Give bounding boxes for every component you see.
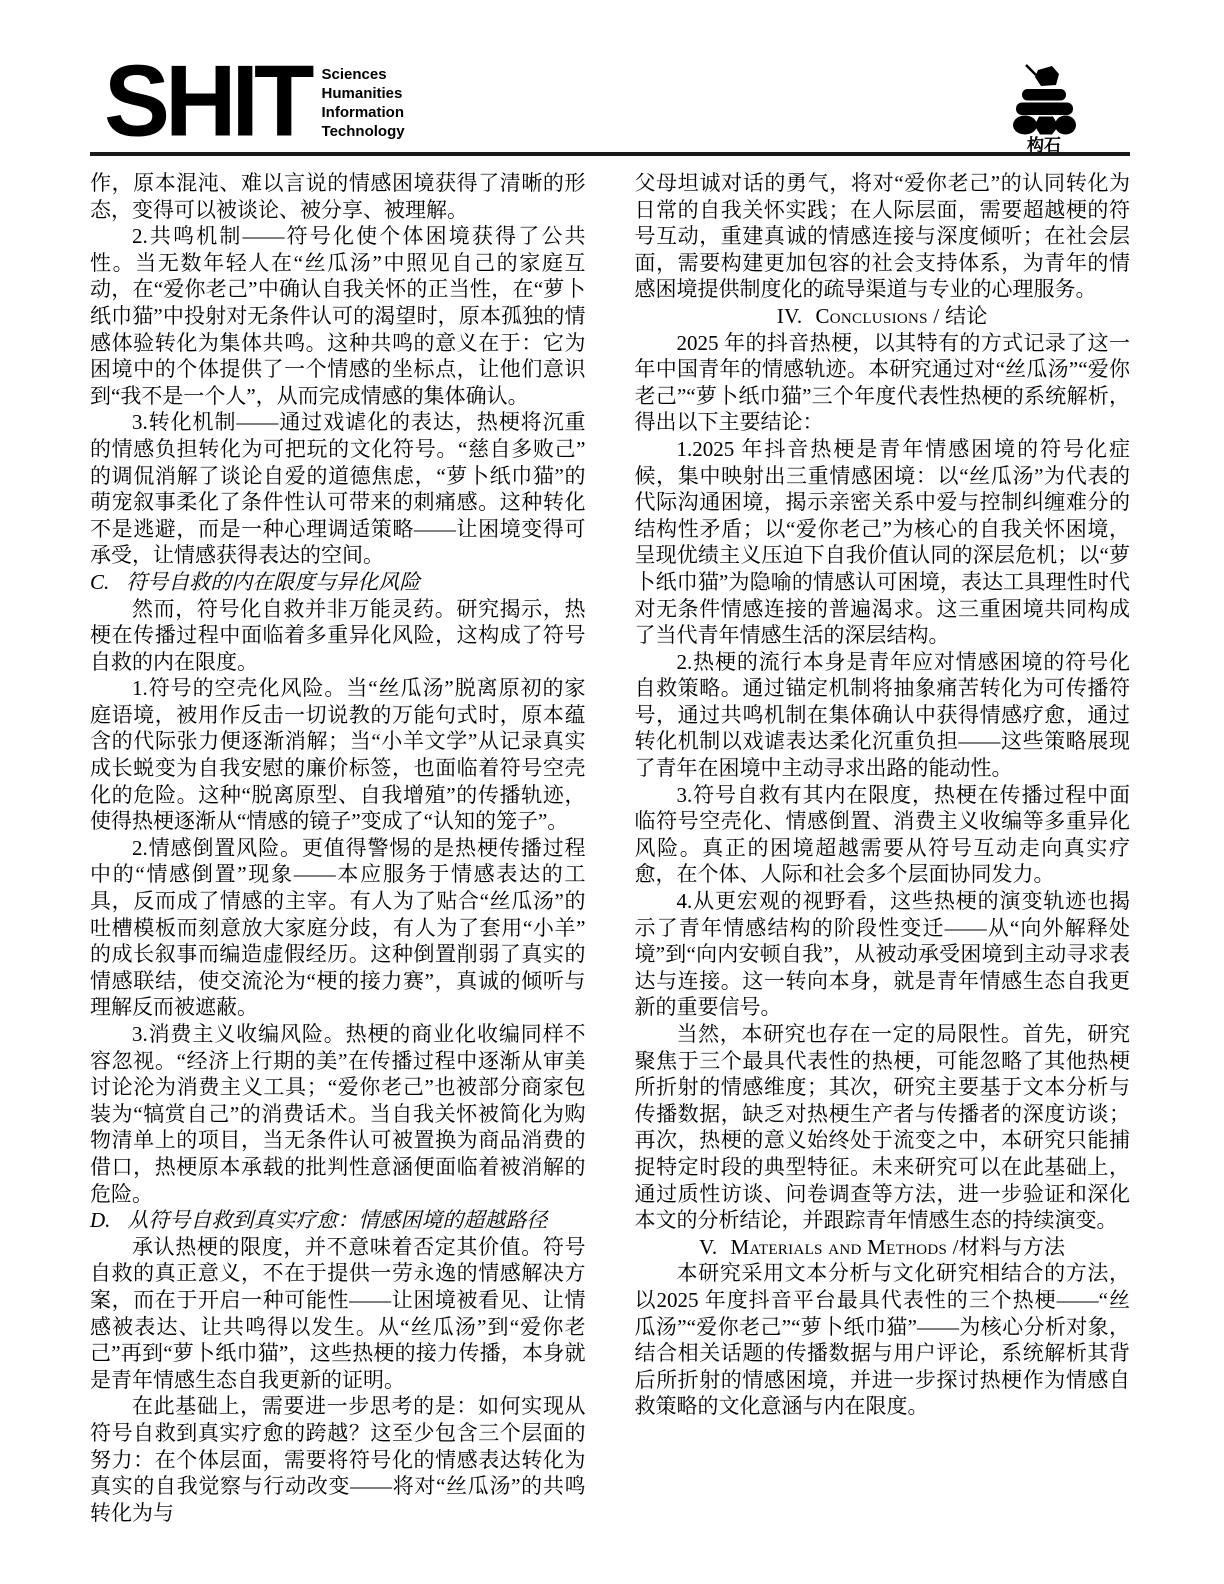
section-heading bbox=[635, 1234, 1131, 1261]
section-heading bbox=[90, 569, 586, 596]
paragraph: 2.情感倒置风险。更值得警惕的是热梗传播过程中的“情感倒置”现象——本应服务于情感表达的工具，反而成了情感的主宰。有人为了贴合“丝瓜汤”的吐槽模板而刻意放大家庭分歧，有人为了套用“小羊”的成长叙事而编造虚假经历。这种倒置削弱了真实的情感联结，使交流沦为“梗的接力赛”，真诚的倾听与理解反而被遮蔽。 bbox=[90, 835, 586, 1020]
paragraph: 在此基础上，需要进一步思考的是：如何实现从符号自救到真实疗愈的跨越？这至少包含三个层面的努力：在个体层面，需要将符号化的情感表达转化为真实的自我觉察与行动改变——将对“丝瓜汤”的共鸣转化为与 bbox=[90, 1394, 586, 1525]
section-heading bbox=[90, 1207, 586, 1234]
publisher-logo bbox=[1008, 64, 1080, 155]
paragraph: 3.消费主义收编风险。热梗的商业化收编同样不容忽视。“经济上行期的美”在传播过程中逐渐从审美讨论沦为消费主义工具；“爱你老己”也被部分商家包装为“犒赏自己”的消费话术。当自我关怀被简化为购物清单上的项目，当无条件认可被置换为商品消费的借口，热梗原本承载的批判性意涵便面临着被消解的危险。 bbox=[90, 1022, 586, 1206]
section-number: D. bbox=[90, 1208, 111, 1233]
section-title: Materials and Methods /材料与方法 bbox=[730, 1234, 1066, 1259]
paragraph: 2.热梗的流行本身是青年应对情感困境的符号化自救策略。通过锚定机制将抽象痛苦转化为可传播符号，通过共鸣机制在集体确认中获得情感疗愈，通过转化机制以戏谑表达柔化沉重负担——这些策略展现了青年在困境中主动寻求出路的能动性。 bbox=[634, 649, 1130, 781]
section-title: Conclusions / 结论 bbox=[815, 303, 988, 328]
article-body bbox=[90, 170, 1130, 1526]
paragraph: 父母坦诚对话的勇气，将对“爱你老己”的认同转化为日常的自我关怀实践；在人际层面，需要超越梗的符号互动，重建真诚的情感连接与深度倾听；在社会层面，需要构建更加包容的社会支持体系，为青年的情感困境提供制度化的疏导渠道与专业的心理服务。 bbox=[634, 171, 1130, 302]
paragraph: 4.从更宏观的视野看，这些热梗的演变轨迹也揭示了青年情感结构的阶段性变迁——从“向外解释处境”到“向内安顿自我”，从被动承受困境到主动寻求表达与连接。这一转向本身，就是青年情感生态自我更新的重要信号。 bbox=[634, 889, 1130, 1020]
paragraph: 3.符号自救有其内在限度，热梗在传播过程中面临符号空壳化、情感倒置、消费主义收编等多重异化风险。真正的困境超越需要从符号互动走向真实疗愈，在个体、人际和社会多个层面协同发力。 bbox=[634, 782, 1130, 887]
section-number: V. bbox=[699, 1234, 718, 1259]
paragraph: 然而，符号化自救并非万能灵药。研究揭示，热梗在传播过程中面临着多重异化风险，这构成了符号自救的内在限度。 bbox=[90, 596, 586, 674]
tagline-line: Information bbox=[321, 104, 405, 121]
tagline-line: Humanities bbox=[321, 85, 403, 102]
journal-logo-text: SHIT bbox=[104, 43, 310, 157]
paragraph: 3.转化机制——通过戏谑化的表达，热梗将沉重的情感负担转化为可把玩的文化符号。“慈自多败己”的调侃消解了谈论自爱的道德焦虑，“萝卜纸巾猫”的萌宠叙事柔化了条件性认可带来的刺痛感。这种转化不是逃避，而是一种心理调适策略——让困境变得可承受，让情感获得表达的空间。 bbox=[90, 410, 586, 568]
tagline-line: Sciences bbox=[321, 66, 387, 83]
tagline-line: Technology bbox=[321, 123, 405, 140]
journal-masthead bbox=[90, 43, 1134, 157]
section-title: 符号自救的内在限度与异化风险 bbox=[126, 569, 421, 594]
right-column bbox=[635, 170, 1131, 1526]
rock-pile-icon bbox=[1009, 64, 1079, 136]
header-rule bbox=[90, 152, 1130, 156]
section-heading bbox=[635, 303, 1131, 330]
paragraph: 作，原本混沌、难以言说的情感困境获得了清晰的形态，变得可以被谈论、被分享、被理解。 bbox=[90, 171, 586, 222]
section-title: 从符号自救到真实疗愈：情感困境的超越路径 bbox=[127, 1208, 548, 1233]
paragraph: 1.符号的空壳化风险。当“丝瓜汤”脱离原初的家庭语境，被用作反击一切说教的万能句式时，原本蕴含的代际张力便逐渐消解；当“小羊文学”从记录真实成长蜕变为自我安慰的廉价标签，也面临着符号空壳化的危险。这种“脱离原型、自我增殖”的传播轨迹，使得热梗逐渐从“情感的镜子”变成了“认知的笼子”。 bbox=[90, 676, 586, 834]
journal-tagline bbox=[322, 60, 405, 141]
paragraph: 当然，本研究也存在一定的局限性。首先，研究聚焦于三个最具代表性的热梗，可能忽略了其他热梗所折射的情感维度；其次，研究主要基于文本分析与传播数据，缺乏对热梗生产者与传播者的深度访谈；再次，热梗的意义始终处于流变之中，本研究只能捕捉特定时段的典型特征。未来研究可以在此基础上，通过质性访谈、问卷调查等方法，进一步验证和深化本文的分析结论，并跟踪青年情感生态的持续演变。 bbox=[634, 1022, 1130, 1233]
section-number: C. bbox=[90, 569, 110, 594]
paragraph: 承认热梗的限度，并不意味着否定其价值。符号自救的真正意义，不在于提供一劳永逸的情感解决方案，而在于开启一种可能性——让困境被看见、让情感被表达、让共鸣得以发生。从“丝瓜汤”到“爱你老己”再到“萝卜纸巾猫”，这些热梗的接力传播，本身就是青年情感生态自我更新的证明。 bbox=[90, 1234, 586, 1392]
journal-logo-block bbox=[104, 43, 405, 157]
left-column bbox=[90, 170, 586, 1526]
paragraph: 本研究采用文本分析与文化研究相结合的方法，以2025 年度抖音平台最具代表性的三个热梗——“丝瓜汤”“爱你老己”“萝卜纸巾猫”——为核心分析对象，结合相关话题的传播数据与用户评论，系统解析其背后所折射的情感困境，并进一步探讨热梗作为情感自救策略的文化意涵与内在限度。 bbox=[634, 1261, 1130, 1419]
paragraph: 2025 年的抖音热梗，以其特有的方式记录了这一年中国青年的情感轨迹。本研究通过对“丝瓜汤”“爱你老己”“萝卜纸巾猫”三个年度代表性热梗的系统解析，得出以下主要结论： bbox=[634, 330, 1130, 435]
section-number: IV. bbox=[776, 303, 803, 328]
publisher-name: 构石 bbox=[1027, 136, 1061, 155]
paragraph: 2.共鸣机制——符号化使个体困境获得了公共性。当无数年轻人在“丝瓜汤”中照见自己的家庭互动，在“爱你老己”中确认自我关怀的正当性，在“萝卜纸巾猫”中投射对无条件认可的渴望时，原本孤独的情感体验转化为集体共鸣。这种共鸣的意义在于：它为困境中的个体提供了一个情感的坐标点，让他们意识到“我不是一个人”，从而完成情感的集体确认。 bbox=[90, 224, 586, 408]
paragraph: 1.2025 年抖音热梗是青年情感困境的符号化症候，集中映射出三重情感困境：以“丝瓜汤”为代表的代际沟通困境，揭示亲密关系中爱与控制纠缠难分的结构性矛盾；以“爱你老己”为核心的自我关怀困境，呈现优绩主义压迫下自我价值认同的深层危机；以“萝卜纸巾猫”为隐喻的情感认可困境，表达工具理性时代对无条件情感连接的普遍渴求。这三重困境共同构成了当代青年情感生活的深层结构。 bbox=[634, 436, 1130, 648]
